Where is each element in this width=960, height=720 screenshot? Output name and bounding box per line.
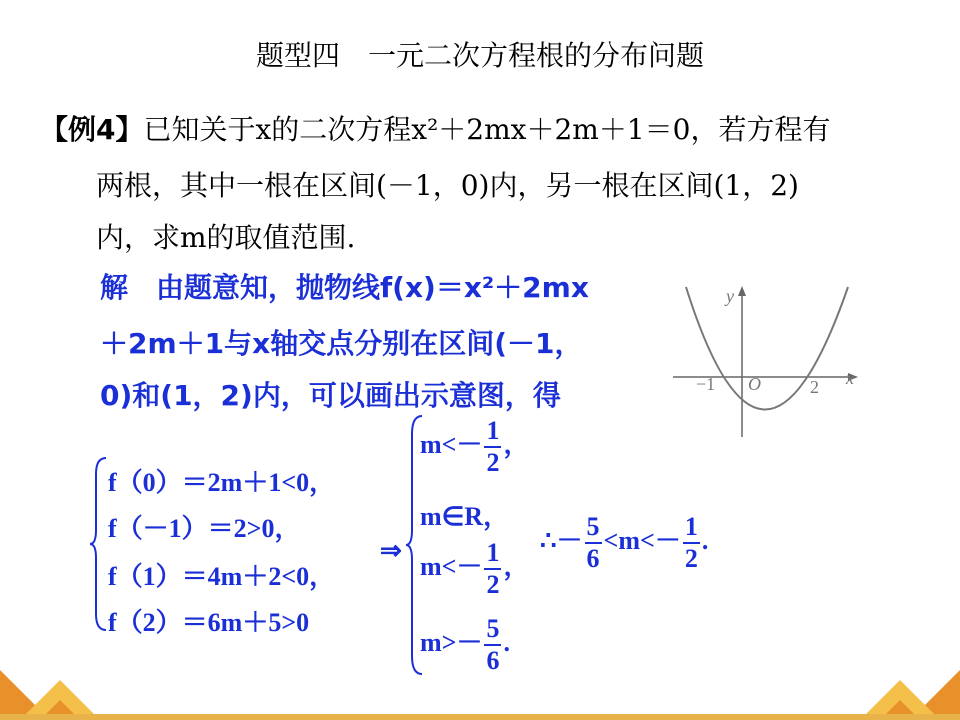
- system-left-row-2: f（－1）＝2>0，: [108, 514, 301, 543]
- system-left-row-1: f（0）＝2m＋1<0，: [108, 468, 336, 497]
- y-label: y: [726, 286, 734, 306]
- decor-right-corner: [850, 660, 960, 720]
- tick-neg1: −1: [696, 374, 716, 394]
- result: ∴－ $\frac{5}{6}$ <m<－ $\frac{1}{2}$ .: [540, 512, 709, 573]
- result-b-den: 2: [684, 544, 698, 573]
- solution-line-3: 0)和(1，2)内，可以画出示意图，得: [100, 379, 561, 412]
- solution-line-2: ＋2m＋1与x轴交点分别在区间(－1，: [100, 327, 583, 360]
- result-a-den: 6: [586, 544, 600, 573]
- r1-den: 2: [486, 448, 500, 477]
- page-title: 题型四 一元二次方程根的分布问题: [255, 39, 704, 72]
- decor-left-corner: [0, 660, 110, 720]
- system-left-row-3: f（1）＝4m＋2<0，: [108, 562, 336, 591]
- r1-num: 1: [484, 418, 501, 448]
- parabola-graph: [668, 282, 868, 442]
- r3-num: 1: [484, 540, 501, 570]
- example-line-2: 两根，其中一根在区间(－1，0)内，另一根在区间(1，2): [96, 169, 799, 202]
- tick-2: 2: [810, 377, 819, 397]
- r3-den: 2: [486, 570, 500, 599]
- result-b-num: 1: [683, 514, 700, 544]
- bottom-bar: [0, 714, 960, 720]
- r4-den: 6: [486, 646, 500, 675]
- system-left-row-4: f（2）＝6m＋5>0: [108, 608, 310, 637]
- system-right-row-3: m<－ $\frac{1}{2}$ ，: [420, 538, 530, 599]
- system-right-row-2: m∈R，: [420, 502, 510, 531]
- system-right-row-1: m<－ $\frac{1}{2}$ ，: [420, 416, 530, 477]
- example-line-1: 【例4】已知关于x的二次方程x²＋2mx＋2m＋1＝0，若方程有: [40, 113, 831, 146]
- origin-label: O: [748, 374, 761, 394]
- r4-num: 5: [484, 616, 501, 646]
- solution-line-1: 解 由题意知，抛物线f(x)＝x²＋2mx: [100, 271, 589, 304]
- x-label: x: [846, 368, 854, 388]
- implies-arrow: ⇒: [380, 536, 402, 565]
- left-brace: [88, 454, 110, 634]
- example-tag: 【例4】: [40, 113, 144, 146]
- y-axis-arrow: [738, 286, 746, 296]
- system-right-row-4: m>－ $\frac{5}{6}$ .: [420, 614, 510, 675]
- result-a-num: 5: [585, 514, 602, 544]
- example-line-3: 内，求m的取值范围.: [96, 221, 356, 254]
